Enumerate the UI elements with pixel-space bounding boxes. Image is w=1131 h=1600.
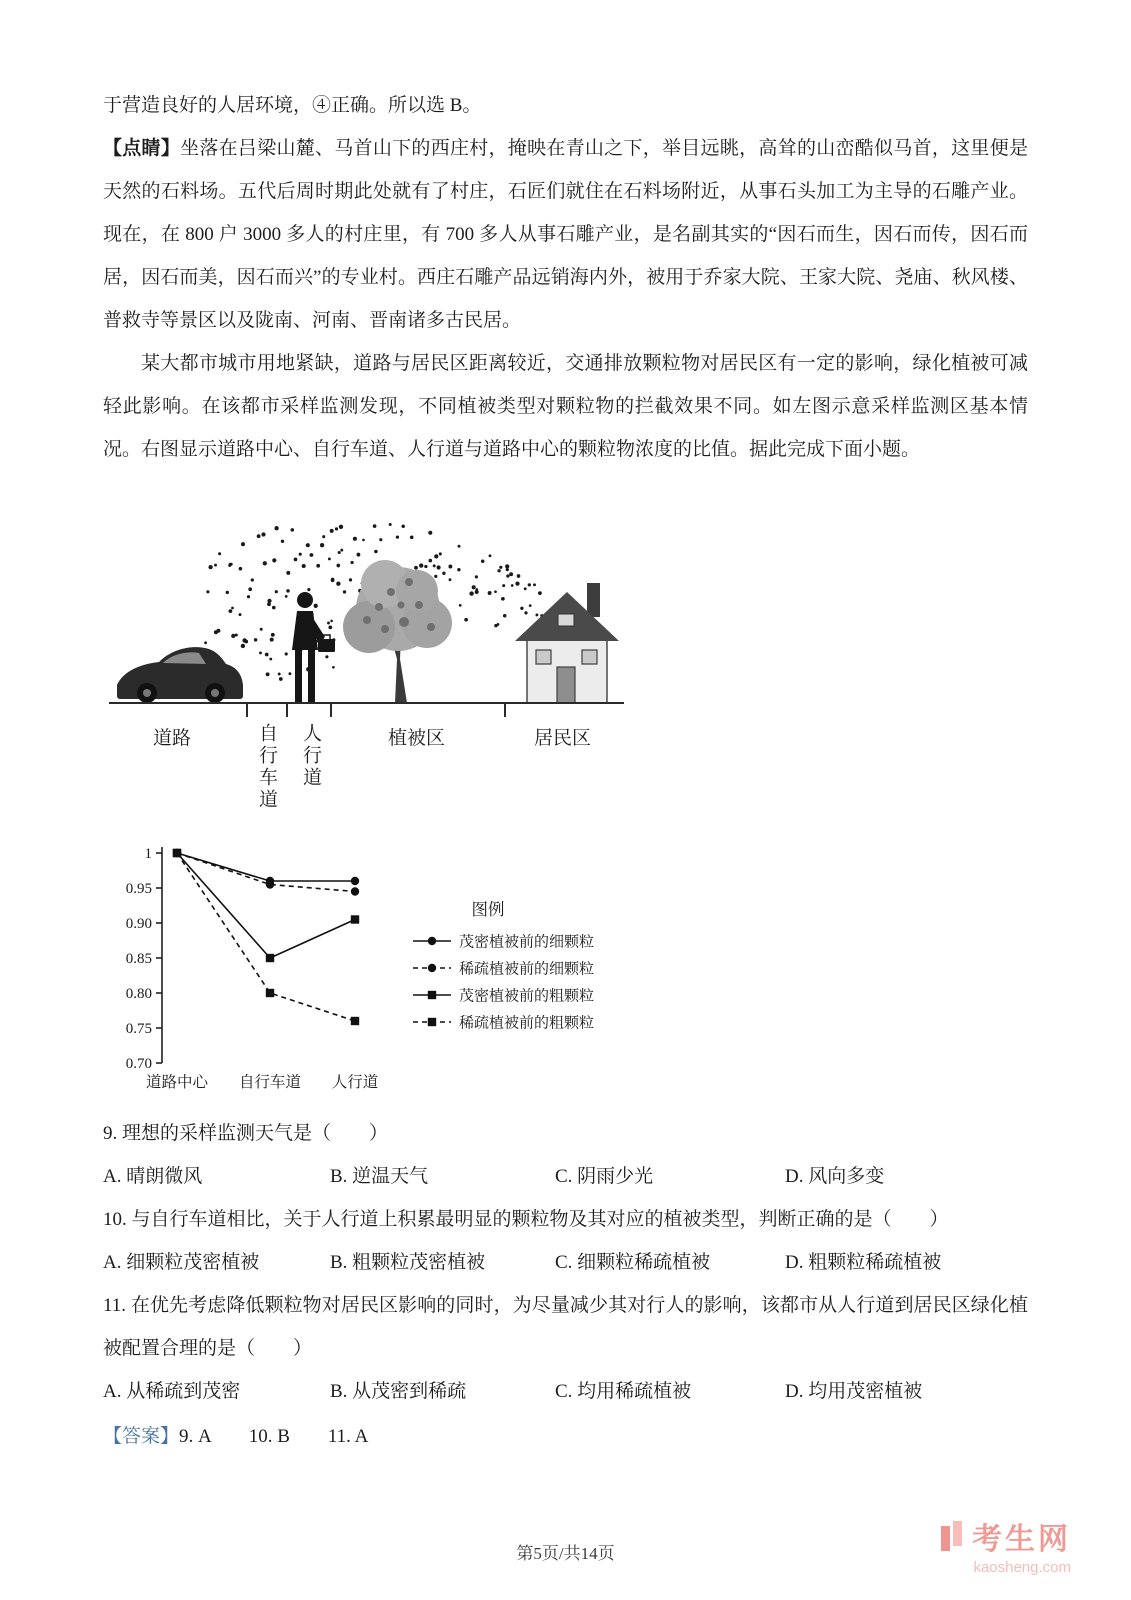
paragraph-conclusion: 于营造良好的人居环境，④正确。所以选 B。 xyxy=(103,95,482,116)
watermark-row xyxy=(941,1514,1071,1558)
question-11-option-c: C. 均用稀疏植被 xyxy=(555,1381,692,1402)
question-10-option-a: A. 细颗粒茂密植被 xyxy=(103,1252,260,1273)
question-10-option-b: B. 粗颗粒茂密植被 xyxy=(330,1252,486,1273)
question-10-stem: 10. 与自行车道相比，关于人行道上积累最明显的颗粒物及其对应的植被类型，判断正确的是（ ） xyxy=(103,1209,949,1230)
question-9-options xyxy=(103,1155,1028,1198)
dianjing-label: 【点睛】 xyxy=(103,138,181,159)
line-chart xyxy=(115,839,615,1101)
question-9-option-a: A. 晴朗微风 xyxy=(103,1166,203,1187)
question-10-options xyxy=(103,1241,1028,1284)
question-11-options xyxy=(103,1370,1028,1413)
paragraph-dianjing xyxy=(103,127,1028,342)
question-11-option-a: A. 从稀疏到茂密 xyxy=(103,1381,241,1402)
kaosheng-logo-icon xyxy=(941,1521,965,1551)
label-vegetation: 植被区 xyxy=(388,728,446,749)
svg-text:图例: 图例 xyxy=(471,900,505,919)
svg-text:0.70: 0.70 xyxy=(125,1056,152,1072)
svg-text:茂密植被前的粗颗粒: 茂密植被前的粗颗粒 xyxy=(459,988,595,1005)
question-11-stem: 11. 在优先考虑降低颗粒物对居民区影响的同时，为尽量减少其对行人的影响，该都市从人行道到居民区绿化植被配置合理的是（ ） xyxy=(103,1295,1028,1359)
svg-text:稀疏植被前的粗颗粒: 稀疏植被前的粗颗粒 xyxy=(459,1015,595,1032)
tree-icon xyxy=(343,560,452,703)
answer-label: 【答案】 xyxy=(103,1426,180,1447)
svg-text:茂密植被前的细颗粒: 茂密植被前的细颗粒 xyxy=(459,934,595,951)
watermark-name: 考生网 xyxy=(972,1523,1071,1556)
question-9-option-d: D. 风向多变 xyxy=(785,1166,885,1187)
label-sidewalk: 人行道 xyxy=(300,723,321,789)
questions-section xyxy=(103,1112,1028,1458)
paragraph-scenario: 某大都市城市用地紧缺，道路与居民区距离较近，交通排放颗粒物对居民区有一定的影响，绿化植被可减轻此影响。在该都市采样监测发现，不同植被类型对颗粒物的拦截效果不同。如左图示意采样监测区基本情况。右图显示道路中心、自行车道、人行道与道路中心的颗粒物浓度的比值。据此完成下面小题。 xyxy=(103,353,1028,460)
question-9-option-c: C. 阴雨少光 xyxy=(555,1166,654,1187)
svg-text:1: 1 xyxy=(144,846,152,862)
page-content xyxy=(103,84,1028,1458)
svg-text:0.80: 0.80 xyxy=(125,986,152,1002)
answer-line xyxy=(103,1415,1028,1458)
svg-text:稀疏植被前的细颗粒: 稀疏植被前的细颗粒 xyxy=(459,961,595,978)
question-9-option-b: B. 逆温天气 xyxy=(330,1166,429,1187)
watermark-domain: kaosheng.com xyxy=(973,1559,1071,1576)
car-icon xyxy=(117,647,243,703)
person-icon xyxy=(292,592,335,702)
svg-text:0.90: 0.90 xyxy=(125,916,152,932)
svg-text:0.95: 0.95 xyxy=(125,881,152,897)
kaosheng-watermark xyxy=(941,1514,1071,1576)
page-footer: 第5页/共14页 xyxy=(516,1544,615,1563)
question-9-stem: 9. 理想的采样监测天气是（ ） xyxy=(103,1123,389,1144)
answer-values: 9. A 10. B 11. A xyxy=(179,1426,369,1447)
question-10-option-d: D. 粗颗粒稀疏植被 xyxy=(785,1252,942,1273)
question-11-option-d: D. 均用茂密植被 xyxy=(785,1381,923,1402)
dianjing-body: 坐落在吕梁山麓、马首山下的西庄村，掩映在青山之下，举目远眺，高耸的山峦酷似马首，这里便是天然的石料场。五代后周时期此处就有了村庄，石匠们就住在石料场附近，从事石头加工为主导的石雕产业。现在，在 800 户 3000 多人的村庄里，有 700 多人从事石雕产业，是名副其实的“因石而生，因石而传，因石而居，因石而美，因石而兴”的专业村。西庄石雕产品远销海内外，被用于乔家大院、王家大院、尧庙、秋风楼、普救寺等景区以及陇南、河南、晋南诸多古民居。 xyxy=(103,138,1028,331)
sampling-site-figure xyxy=(109,487,624,815)
label-bike-lane: 自行车道 xyxy=(256,723,277,811)
svg-text:人行道: 人行道 xyxy=(331,1074,379,1091)
particle-ratio-chart xyxy=(115,839,615,1106)
sampling-scene-illustration xyxy=(109,487,624,719)
question-11-option-b: B. 从茂密到稀疏 xyxy=(330,1381,467,1402)
question-10-option-c: C. 细颗粒稀疏植被 xyxy=(555,1252,711,1273)
label-road: 道路 xyxy=(153,728,192,749)
house-icon xyxy=(515,583,619,703)
label-residential: 居民区 xyxy=(534,728,592,749)
svg-text:道路中心: 道路中心 xyxy=(145,1074,209,1091)
svg-text:0.85: 0.85 xyxy=(125,951,152,967)
svg-text:自行车道: 自行车道 xyxy=(238,1074,302,1091)
ground-line xyxy=(109,703,624,717)
svg-text:0.75: 0.75 xyxy=(125,1021,152,1037)
